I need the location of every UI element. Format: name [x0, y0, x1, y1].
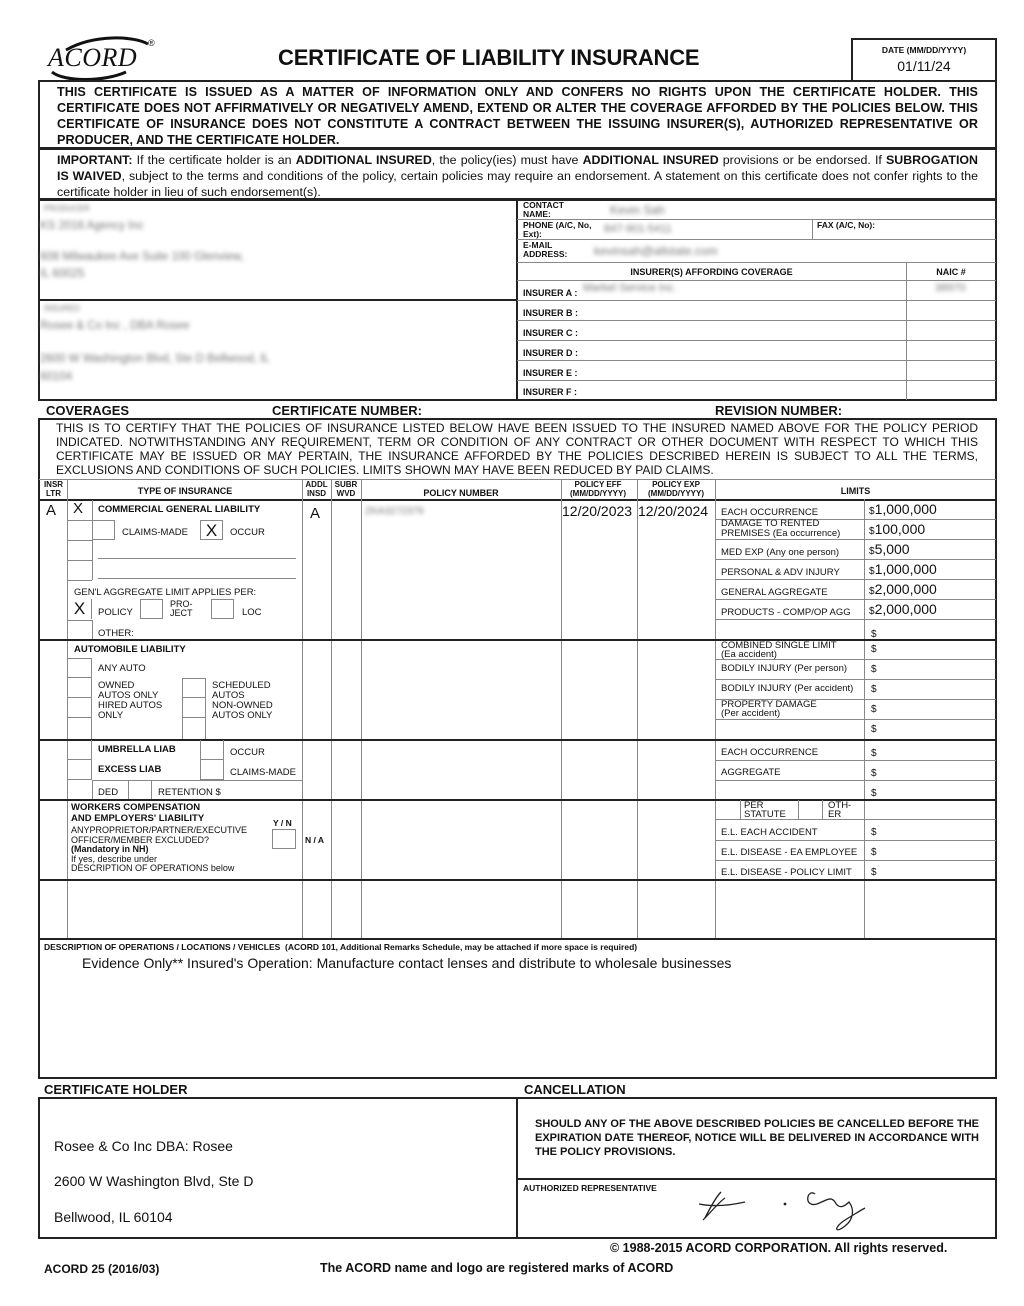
- acord-logo-text: ACORD: [48, 43, 138, 72]
- producer-label: PRODUCER: [44, 204, 90, 213]
- divider: [68, 580, 92, 581]
- copyright: © 1988-2015 ACORD CORPORATION. All rights reserved.: [610, 1241, 948, 1255]
- limit-value[interactable]: $: [871, 644, 877, 655]
- insurer-naic[interactable]: 38970: [935, 282, 966, 294]
- description-label-main: DESCRIPTION OF OPERATIONS / LOCATIONS / VEHICLES: [44, 942, 281, 952]
- project-checkbox[interactable]: [140, 599, 163, 619]
- insured-address-line2[interactable]: 60104: [40, 371, 72, 383]
- auto-blank-checkbox-2[interactable]: [182, 718, 206, 739]
- limit-label: PERSONAL & ADV INJURY: [721, 567, 840, 578]
- claims-made-label: CLAIMS-MADE: [122, 527, 188, 538]
- limit-value[interactable]: $: [871, 748, 877, 759]
- insured-name[interactable]: Rosee & Co Inc , DBA Rosee: [40, 320, 190, 332]
- umbrella-label: UMBRELLA LIAB: [98, 744, 176, 755]
- workers-comp-title: [71, 802, 204, 824]
- workers-title-line1: WORKERS COMPENSATION: [71, 802, 201, 813]
- col-limits: LIMITS: [840, 486, 871, 496]
- yn-label: Y / N: [273, 818, 292, 828]
- insurer-row: [517, 320, 996, 340]
- fax-label: [817, 221, 877, 230]
- cgl-insr-ltr[interactable]: A: [46, 502, 57, 519]
- important-part: If the certificate holder is an: [136, 153, 296, 167]
- disclaimer-box: [38, 80, 997, 149]
- dollar-sign: $: [869, 606, 875, 617]
- divider: [92, 780, 302, 781]
- date-label: DATE (MM/DD/YYYY): [881, 45, 967, 55]
- divider: [561, 479, 562, 939]
- coverages-title: COVERAGES: [46, 403, 130, 418]
- hired-autos-checkbox[interactable]: [68, 698, 92, 718]
- revision-number-label: REVISION NUMBER:: [715, 403, 843, 418]
- insured-label: INSURED: [44, 304, 81, 313]
- dollar-sign: $: [869, 526, 875, 537]
- cgl-label: COMMERCIAL GENERAL LIABILITY: [98, 504, 261, 515]
- hired-autos-label: HIRED AUTOS ONLY: [98, 700, 163, 721]
- divider: [302, 479, 303, 939]
- cgl-policy-eff[interactable]: 12/20/2023: [562, 503, 633, 519]
- excess-checkbox[interactable]: [68, 760, 92, 780]
- divider: [39, 639, 996, 641]
- naic-header: NAIC #: [936, 267, 966, 277]
- important-emph: ADDITIONAL INSURED: [295, 153, 432, 167]
- loc-label: LOC: [242, 607, 262, 618]
- insurer-row: [517, 300, 996, 320]
- umbrella-checkbox[interactable]: [68, 740, 92, 760]
- divider: [716, 760, 996, 761]
- signature-icon[interactable]: [685, 1180, 875, 1236]
- limit-label: E.L. DISEASE - POLICY LIMIT: [721, 867, 852, 878]
- dollar-sign: $: [869, 506, 875, 517]
- insurer-label: INSURER B :: [523, 308, 579, 318]
- label-text: FAX (A/C, No):: [817, 220, 876, 230]
- registered-mark: ®: [148, 38, 155, 48]
- occur-checkbox[interactable]: X: [200, 520, 223, 540]
- limit-label: E.L. DISEASE - EA EMPLOYEE: [721, 847, 858, 858]
- phone-value[interactable]: 847-901-5411: [604, 223, 672, 235]
- col-policy-eff: POLICY EFF (MM/DD/YYYY): [570, 480, 626, 498]
- insured-address-line1[interactable]: 2600 W Washington Blvd, Ste D Bellwood, IL: [40, 353, 270, 365]
- other-statute-label: OTH- ER: [828, 800, 852, 820]
- amount: 1,000,000: [874, 561, 937, 577]
- excluded-checkbox[interactable]: [272, 829, 296, 849]
- owned-autos-checkbox[interactable]: [68, 678, 92, 698]
- claims-made-checkbox[interactable]: [92, 520, 115, 540]
- certificate-holder-title: CERTIFICATE HOLDER: [44, 1082, 188, 1097]
- aggregate-applies-label: GEN'L AGGREGATE LIMIT APPLIES PER:: [74, 587, 257, 598]
- limit-label-main: PROPERTY DAMAGE: [721, 699, 817, 710]
- divider: [68, 540, 92, 541]
- col-type: TYPE OF INSURANCE: [137, 486, 233, 496]
- limit-label: BODILY INJURY (Per accident): [721, 683, 854, 694]
- divider: [68, 520, 92, 521]
- policy-label: POLICY: [98, 607, 133, 618]
- page-title: CERTIFICATE OF LIABILITY INSURANCE: [278, 45, 700, 70]
- insurer-label: INSURER C :: [523, 328, 579, 338]
- workers-title-line2: AND EMPLOYERS' LIABILITY: [71, 813, 205, 824]
- divider: [716, 599, 996, 600]
- limit-value[interactable]: [869, 561, 937, 579]
- limit-label-sub: (Ea accident): [721, 649, 777, 660]
- occur-label: OCCUR: [230, 527, 265, 538]
- email-label: [523, 241, 583, 259]
- limit-value[interactable]: [869, 601, 937, 619]
- important-emph: SUBROGATION IS WAIVED: [57, 153, 979, 183]
- divider: [716, 860, 996, 861]
- umbrella-occur-checkbox[interactable]: [200, 740, 224, 760]
- col-insr-ltr: INSR LTR: [43, 480, 64, 498]
- divider: [822, 800, 823, 819]
- cgl-policy-exp[interactable]: 12/20/2024: [638, 503, 709, 519]
- insurer-label: INSURER A :: [523, 288, 578, 298]
- mandatory-note: (Mandatory in NH): [71, 844, 149, 854]
- divider: [716, 679, 996, 680]
- limit-label-main: COMBINED SINGLE LIMIT: [721, 640, 837, 651]
- important-part: , the policy(ies) must have: [431, 153, 583, 167]
- auto-blank-checkbox[interactable]: [68, 718, 92, 739]
- divider: [716, 719, 996, 720]
- insurer-label: INSURER F :: [523, 387, 577, 397]
- other-label: OTHER:: [98, 628, 134, 639]
- authorized-rep-label: AUTHORIZED REPRESENTATIVE: [523, 1183, 657, 1193]
- divider: [716, 659, 996, 660]
- holder-name[interactable]: Rosee & Co Inc DBA: Rosee: [54, 1138, 233, 1154]
- contact-name-value[interactable]: Kevin Sah: [610, 203, 665, 217]
- limit-label-sub: (Per accident): [721, 708, 781, 719]
- limit-label: AGGREGATE: [721, 767, 781, 778]
- divider: [637, 479, 638, 939]
- holder-address-line2[interactable]: Bellwood, IL 60104: [54, 1209, 173, 1225]
- insurer-row: [517, 360, 996, 380]
- certificate-number-label: CERTIFICATE NUMBER:: [272, 403, 422, 418]
- scheduled-autos-checkbox[interactable]: [182, 678, 206, 698]
- limit-label: MED EXP (Any one person): [721, 547, 840, 558]
- important-emph: ADDITIONAL INSURED: [582, 153, 719, 167]
- coverages-statement: THIS IS TO CERTIFY THAT THE POLICIES OF INSURANCE LISTED BELOW HAVE BEEN ISSUED TO THE INSURED NAMED ABOVE FOR THE POLICY PERIOD INDICATED. NOTWITHSTANDING ANY REQUIREMENT, TERM OR CONDITION OF ANY CONTRACT OR OTHER DOCUMENT WITH RESPECT TO WHICH THIS CERTIFICATE MAY BE ISSUED OR MAY PERTAIN, THE INSURANCE AFFORDED BY THE POLICIES DESCRIBED HEREIN IS SUBJECT TO ALL THE TERMS, EXCLUSIONS AND CONDITIONS OF SUCH POLICIES. LIMITS SHOWN MAY HAVE BEEN REDUCED BY PAID CLAIMS.: [56, 421, 978, 477]
- limit-label: EACH OCCURRENCE: [721, 747, 819, 758]
- phone-label: [523, 221, 593, 239]
- limit-label: [721, 641, 837, 659]
- important-part: provisions or be endorsed. If: [718, 153, 886, 167]
- description-text[interactable]: Evidence Only** Insured's Operation: Manufacture contact lenses and distribute to wholesale businesses: [82, 955, 732, 971]
- divider: [740, 800, 741, 819]
- important-part: , subject to the terms and conditions of the policy, certain policies may require an endorsement. A statement on this certificate does not confer rights to the certificate holder in lieu of such endorsement(s).: [57, 169, 978, 199]
- divider: [716, 559, 996, 560]
- limit-value[interactable]: [871, 624, 877, 642]
- divider: [798, 800, 799, 819]
- limit-label: E.L. EACH ACCIDENT: [721, 827, 818, 838]
- acord-logo: [44, 36, 164, 82]
- amount: 1,000,000: [874, 501, 937, 517]
- label-text: CONTACT NAME:: [523, 200, 564, 219]
- cgl-policy-number[interactable]: ZKA3272379: [365, 506, 424, 517]
- non-owned-autos-label: NON-OWNED AUTOS ONLY: [212, 700, 273, 721]
- insurers-header: INSURER(S) AFFORDING COVERAGE: [630, 267, 793, 277]
- limit-value[interactable]: $: [871, 847, 877, 858]
- divider: [92, 620, 93, 639]
- insurer-row: [517, 380, 996, 400]
- divider: [517, 262, 996, 263]
- cgl-addl-insd[interactable]: A: [310, 505, 321, 522]
- divider: [39, 879, 996, 881]
- disclaimer-text: THIS CERTIFICATE IS ISSUED AS A MATTER OF INFORMATION ONLY AND CONFERS NO RIGHTS UPON THE CERTIFICATE HOLDER. THIS CERTIFICATE DOES NOT AFFIRMATIVELY OR NEGATIVELY AMEND, EXTEND OR ALTER THE COVERAGE AFFORDED BY THE POLICIES BELOW. THIS CERTIFICATE OF INSURANCE DOES NOT CONSTITUTE A CONTRACT BETWEEN THE ISSUING INSURER(S), AUTHORIZED REPRESENTATIVE OR PRODUCER, AND THE CERTIFICATE HOLDER.: [57, 85, 978, 147]
- insurer-label: INSURER E :: [523, 368, 578, 378]
- cgl-checkbox[interactable]: X: [73, 500, 84, 517]
- retention-label: RETENTION $: [158, 787, 221, 798]
- divider: [716, 539, 996, 540]
- policy-checkbox[interactable]: X: [68, 599, 92, 619]
- important-lead: IMPORTANT:: [57, 153, 133, 167]
- dollar-sign: $: [871, 629, 877, 640]
- divider: [92, 500, 93, 580]
- blank-line[interactable]: [98, 578, 296, 579]
- limit-value[interactable]: $: [871, 827, 877, 838]
- limit-value[interactable]: $: [871, 724, 877, 735]
- insurer-name[interactable]: Markel Service Inc.: [583, 282, 677, 294]
- non-owned-autos-checkbox[interactable]: [182, 698, 206, 718]
- label-text: E-MAIL ADDRESS:: [523, 240, 568, 259]
- trademark-notice: The ACORD name and logo are registered marks of ACORD: [320, 1261, 674, 1275]
- limit-value[interactable]: [869, 521, 925, 539]
- any-auto-checkbox[interactable]: [68, 658, 92, 678]
- amount: 5,000: [874, 541, 910, 557]
- description-label-note: (ACORD 101, Additional Remarks Schedule, may be attached if more space is required): [285, 942, 638, 952]
- limit-label: GENERAL AGGREGATE: [721, 587, 828, 598]
- insurer-label: INSURER D :: [523, 348, 579, 358]
- producer-address-line2[interactable]: IL 60025: [40, 268, 85, 280]
- limit-value[interactable]: [869, 501, 937, 519]
- blank-line[interactable]: [98, 558, 296, 559]
- email-value[interactable]: kevinsah@allstate.com: [594, 244, 718, 258]
- producer-name[interactable]: KS 2016 Agency Inc: [40, 220, 144, 232]
- divider: [92, 780, 93, 799]
- owned-autos-label: OWNED AUTOS ONLY: [98, 680, 159, 701]
- date-value[interactable]: 01/11/24: [897, 58, 951, 74]
- umbrella-claims-made-checkbox[interactable]: [200, 760, 224, 780]
- divider: [716, 780, 996, 781]
- amount: 2,000,000: [874, 601, 937, 617]
- limit-label: EACH OCCURRENCE: [721, 507, 819, 518]
- dollar-sign: $: [869, 566, 875, 577]
- divider: [716, 579, 996, 580]
- limit-value[interactable]: $: [871, 684, 877, 695]
- limit-value[interactable]: $: [871, 788, 877, 799]
- contact-name-label: [523, 201, 583, 219]
- insurer-row: [517, 340, 996, 360]
- divider: [716, 840, 996, 841]
- divider: [517, 239, 996, 240]
- limit-value[interactable]: $: [871, 704, 877, 715]
- insurer-row: [517, 280, 996, 300]
- limit-label: PRODUCTS - COMP/OP AGG: [721, 607, 851, 618]
- label-text: PHONE (A/C, No, Ext):: [523, 220, 592, 239]
- limit-value[interactable]: $: [871, 867, 877, 878]
- divider: [39, 499, 996, 501]
- per-statute-label: PER STATUTE: [744, 800, 786, 820]
- holder-address-line1[interactable]: 2600 W Washington Blvd, Ste D: [54, 1173, 254, 1189]
- ded-checkbox[interactable]: [128, 780, 152, 799]
- limit-value[interactable]: $: [871, 768, 877, 779]
- workers-na: N / A: [305, 835, 325, 845]
- divider: [812, 219, 813, 239]
- umbrella-occur-label: OCCUR: [230, 747, 265, 758]
- amount: 100,000: [874, 521, 926, 537]
- divider: [716, 619, 996, 620]
- divider: [39, 739, 996, 741]
- loc-checkbox[interactable]: [211, 599, 234, 619]
- ded-label: DED: [98, 787, 119, 798]
- limit-label: [721, 700, 817, 718]
- divider: [68, 560, 92, 561]
- any-auto-label: ANY AUTO: [98, 663, 146, 674]
- ifyes-line1: If yes, describe under: [71, 853, 158, 864]
- important-box: [38, 148, 997, 200]
- divider: [331, 479, 332, 939]
- limit-label: DAMAGE TO RENTED PREMISES (Ea occurrence): [721, 518, 841, 539]
- divider: [68, 620, 92, 621]
- project-label: PRO- JECT: [170, 599, 193, 618]
- umbrella-claims-made-label: CLAIMS-MADE: [230, 767, 296, 778]
- limit-label: BODILY INJURY (Per person): [721, 663, 848, 674]
- auto-label: AUTOMOBILE LIABILITY: [74, 644, 186, 655]
- divider: [39, 479, 996, 480]
- limit-value[interactable]: $: [871, 664, 877, 675]
- workers-question: [71, 826, 247, 874]
- cancellation-title: CANCELLATION: [524, 1082, 626, 1097]
- divider: [715, 479, 716, 939]
- cancellation-text: SHOULD ANY OF THE ABOVE DESCRIBED POLICIES BE CANCELLED BEFORE THE EXPIRATION DATE THEREOF, NOTICE WILL BE DELIVERED IN ACCORDANCE WITH THE POLICY PROVISIONS.: [535, 1118, 979, 1158]
- important-text: [57, 152, 978, 200]
- description-label: [44, 942, 637, 952]
- question-line2: OFFICER/MEMBER EXCLUDED?: [71, 834, 210, 845]
- excess-label: EXCESS LIAB: [98, 764, 162, 775]
- divider: [38, 299, 517, 301]
- dollar-sign: $: [869, 586, 875, 597]
- ifyes-line2: DESCRIPTION OF OPERATIONS below: [71, 863, 235, 873]
- col-policy-number: POLICY NUMBER: [423, 488, 499, 498]
- amount: 2,000,000: [874, 581, 937, 597]
- question-line1: ANYPROPRIETOR/PARTNER/EXECUTIVE: [71, 825, 248, 835]
- scheduled-autos-label: SCHEDULED AUTOS: [212, 680, 271, 701]
- producer-address-line1[interactable]: 608 Milwaukee Ave Suite 100 Glenview,: [40, 251, 244, 263]
- col-policy-exp: POLICY EXP (MM/DD/YYYY): [648, 480, 704, 498]
- date-box: [851, 38, 997, 80]
- divider: [361, 479, 362, 939]
- dollar-sign: $: [869, 546, 875, 557]
- limit-value[interactable]: [869, 541, 910, 559]
- col-subr-wvd: SUBR WVD: [334, 480, 358, 498]
- limit-value[interactable]: [869, 581, 937, 599]
- divider: [716, 819, 996, 820]
- form-id: ACORD 25 (2016/03): [44, 1262, 160, 1276]
- col-addl-insd: ADDL INSD: [305, 480, 328, 498]
